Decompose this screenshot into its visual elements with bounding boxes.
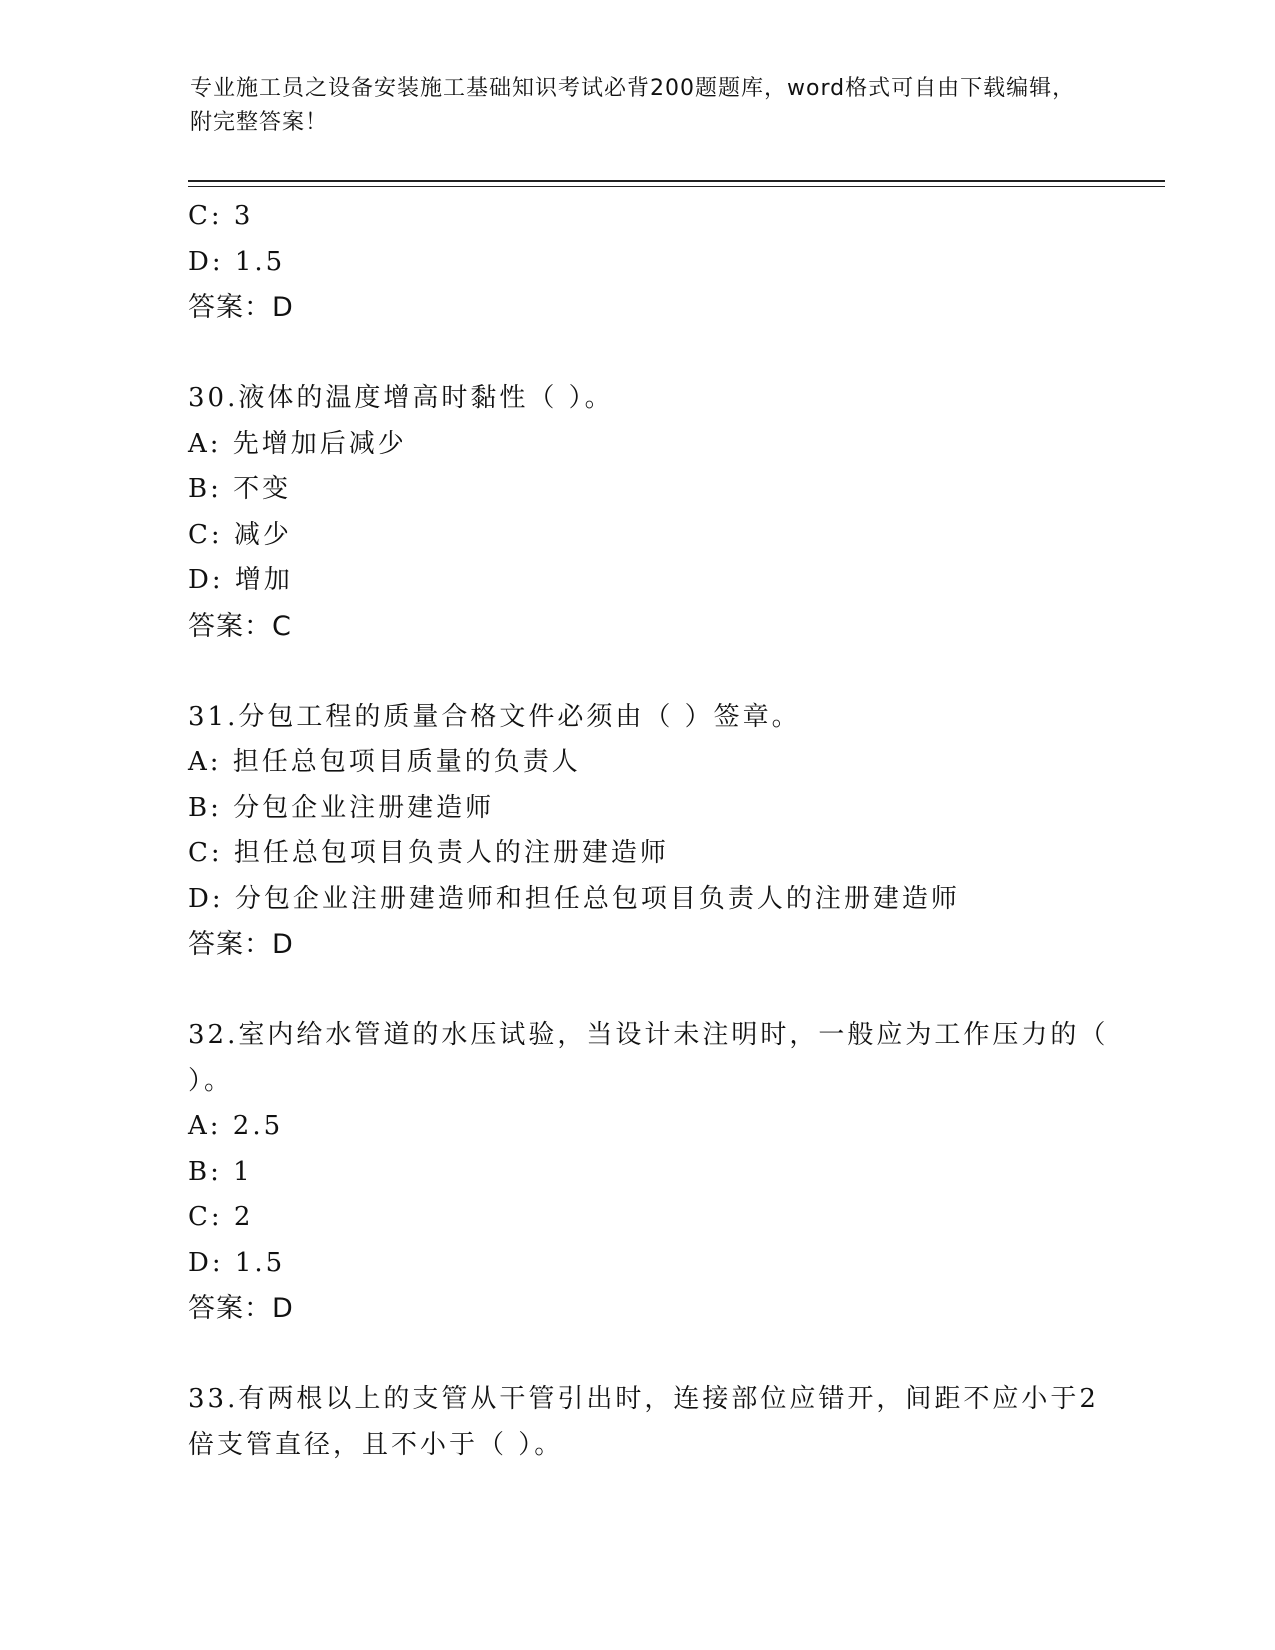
question-text: 32.室内给水管道的水压试验，当设计未注明时，一般应为工作压力的（ ）。 <box>188 1020 1109 1096</box>
option-d: D: 1.5 <box>188 246 286 277</box>
answer-line: 答案：C <box>188 610 292 642</box>
option-c: C: 减少 <box>188 519 292 550</box>
option-c: C: 3 <box>188 201 254 231</box>
option-d: D: 1.5 <box>188 1247 286 1278</box>
spacer <box>188 331 1118 377</box>
question-text: 30.液体的温度增高时黏性（ ）。 <box>188 383 614 413</box>
spacer <box>188 1332 1118 1378</box>
header-divider-bottom <box>188 186 1165 187</box>
answer-line: 答案：D <box>188 1293 294 1324</box>
question-text: 33.有两根以上的支管从干管引出时，连接部位应错开，间距不应小于2倍支管直径，且不小于（ ）。 <box>188 1384 1099 1460</box>
option-c: C: 2 <box>188 1202 254 1232</box>
option-d: D: 分包企业注册建造师和担任总包项目负责人的注册建造师 <box>188 883 960 914</box>
question-block-31 <box>188 695 1118 968</box>
option-a: A: 先增加后减少 <box>188 428 407 459</box>
header-divider-top <box>188 180 1165 182</box>
question-block-33 <box>188 1377 1118 1468</box>
answer-line: 答案：D <box>188 292 294 323</box>
option-c: C: 担任总包项目负责人的注册建造师 <box>188 838 669 868</box>
document-header: 专业施工员之设备安装施工基础知识考试必背200题题库，word格式可自由下载编辑，附完整答案！ <box>190 76 1076 135</box>
option-a: A: 2.5 <box>188 1111 284 1141</box>
question-text: 31.分包工程的质量合格文件必须由（ ）签章。 <box>188 701 801 732</box>
option-a: A: 担任总包项目质量的负责人 <box>188 747 581 777</box>
spacer <box>188 968 1118 1014</box>
question-block-32 <box>188 1013 1118 1332</box>
question-block-30 <box>188 376 1118 649</box>
option-b: B: 1 <box>188 1156 253 1187</box>
spacer <box>188 649 1118 695</box>
question-list <box>188 194 1118 1468</box>
answer-line: 答案：D <box>188 929 294 960</box>
option-b: B: 不变 <box>188 474 292 504</box>
option-d: D: 增加 <box>188 565 293 595</box>
option-b: B: 分包企业注册建造师 <box>188 792 495 823</box>
question-block-29 <box>188 194 1118 331</box>
